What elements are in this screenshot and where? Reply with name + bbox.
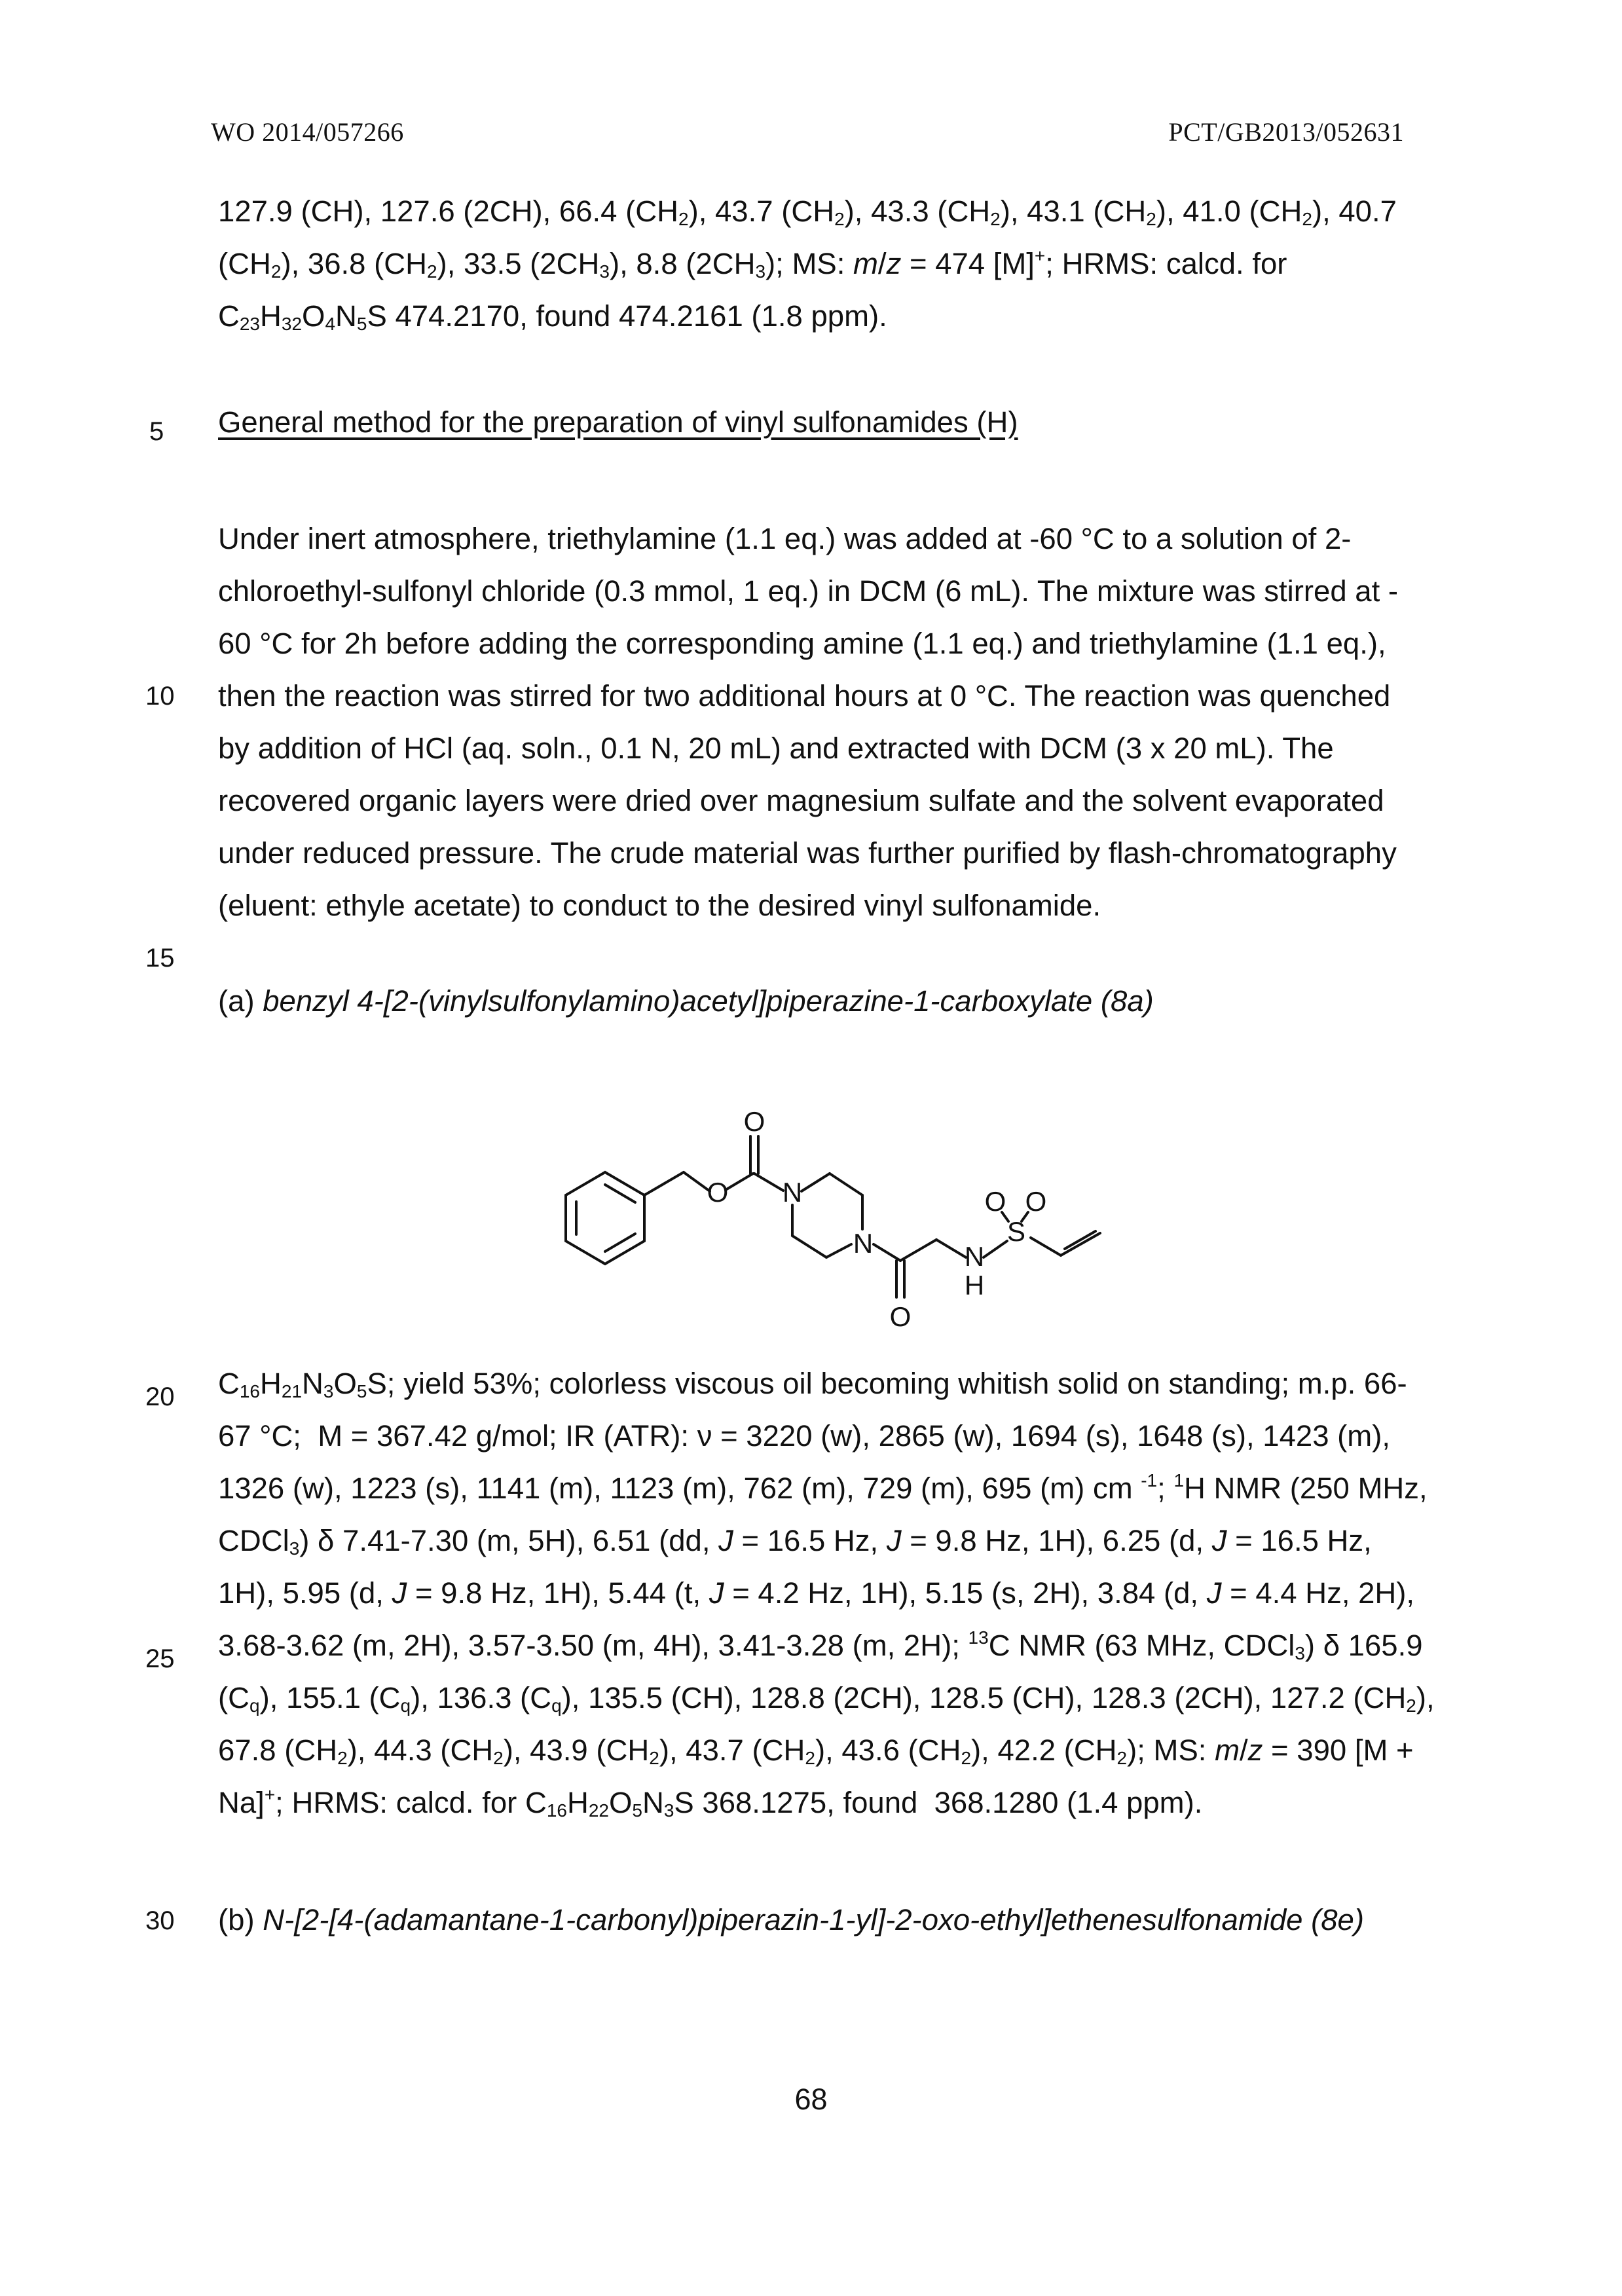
text-line: 67.8 $(CH_2)$, 44.3 $(CH_2)$, 43.9 $(CH_2)$, 43.7 $(CH_2)$, 43.6 $(CH_2)$, 42.2 $(CH_2)$; MS: m/z = 390 [M + [218, 1733, 1414, 1768]
line-number: 20 [145, 1382, 175, 1411]
line-number: 30 [145, 1906, 175, 1935]
atom-label: N [782, 1177, 803, 1208]
carryover-paragraph [218, 185, 1429, 343]
text-line: $(C_q)$, 155.1 $(C_q)$, 136.3 $(C_q)$, 135.5 (CH), 128.8 (2CH), 128.5 (CH), 128.3 (2CH), 127.2 $(CH_2)$, [218, 1681, 1435, 1716]
text-line: chloroethyl-sulfonyl chloride (0.3 mmol, 1 eq.) in DCM (6 mL). The mixture was stirred at - [218, 574, 1399, 608]
method-paragraph [218, 513, 1429, 932]
characterization-paragraph [218, 1358, 1435, 1829]
compound-a-heading [218, 984, 1154, 1018]
text-line: 3.68-3.62 (m, 2H), 3.57-3.50 (m, 4H), 3.41-3.28 (m, 2H); $^{13}$C NMR (63 MHz, CDCl$_3$) δ 165.9 [218, 1627, 1423, 1663]
compound-label: (a) [218, 984, 263, 1018]
text-line: Na]+; HRMS: calcd. for $C_{16}H_{22}O_5N_3S$ 368.1275, found 368.1280 (1.4 ppm). [218, 1785, 1203, 1821]
text-line: $(CH_2)$, 36.8 $(CH_2)$, 33.5 $(2CH_3)$, 8.8 $(2CH_3)$; MS: m/z = 474 [M]+; HRMS: calcd. for [218, 246, 1287, 282]
atom-label: N [964, 1241, 985, 1272]
atom-label: O [984, 1186, 1006, 1217]
atom-label: O [889, 1301, 912, 1332]
compound-b-heading [218, 1903, 1364, 1937]
text-line: Under inert atmosphere, triethylamine (1.1 eq.) was added at -60 °C to a solution of 2- [218, 522, 1352, 555]
text-line: 1H), 5.95 (d, J = 9.8 Hz, 1H), 5.44 (t, J = 4.2 Hz, 1H), 5.15 (s, 2H), 3.84 (d, J = 4.4 Hz, 2H), [218, 1576, 1415, 1610]
line-number: 15 [145, 944, 175, 972]
compound-name: N-[2-[4-(adamantane-1-carbonyl)piperazin-1-yl]-2-oxo-ethyl]ethenesulfonamide (8e) [263, 1903, 1365, 1936]
atom-label: S [1006, 1216, 1026, 1247]
text-line: 67 °C; M = 367.42 g/mol; IR (ATR): ν = 3220 (w), 2865 (w), 1694 (s), 1648 (s), 1423 (m), [218, 1419, 1391, 1453]
line-number: 5 [149, 417, 164, 446]
line-number: 25 [145, 1644, 175, 1673]
line-number: 10 [145, 682, 175, 711]
text-line: CDCl$_3$) δ 7.41-7.30 (m, 5H), 6.51 (dd, J = 16.5 Hz, J = 9.8 Hz, 1H), 6.25 (d, J = 16.5 Hz, [218, 1524, 1372, 1559]
text-line: under reduced pressure. The crude material was further purified by flash-chromatography [218, 836, 1397, 870]
text-line: by addition of HCl (aq. soln., 0.1 N, 20 mL) and extracted with DCM (3 x 20 mL). The [218, 731, 1334, 765]
text-line: (eluent: ethyle acetate) to conduct to the desired vinyl sulfonamide. [218, 889, 1101, 922]
compound-name: benzyl 4-[2-(vinylsulfonylamino)acetyl]piperazine-1-carboxylate (8a) [263, 984, 1154, 1018]
atom-label: O [743, 1106, 765, 1137]
text-line: then the reaction was stirred for two additional hours at 0 °C. The reaction was quenched [218, 679, 1391, 713]
section-heading: General method for the preparation of vinyl sulfonamides (H) [218, 405, 1018, 439]
text-line: 1326 (w), 1223 (s), 1141 (m), 1123 (m), 762 (m), 729 (m), 695 (m) cm $^{-1}$; $^1$H NMR (250 MHz, [218, 1470, 1428, 1505]
text-line: $C_{23}H_{32}O_4N_5S$ 474.2170, found 474.2161 (1.8 ppm). [218, 299, 887, 334]
atom-label: N [853, 1228, 874, 1259]
atom-label: O [1025, 1186, 1047, 1217]
atom-label: H [964, 1270, 985, 1301]
compound-label: (b) [218, 1903, 263, 1936]
text-line: 60 °C for 2h before adding the corresponding amine (1.1 eq.) and triethylamine (1.1 eq.), [218, 627, 1386, 660]
text-line: 127.9 (CH), 127.6 (2CH), 66.4 $(CH_2)$, 43.7 $(CH_2)$, 43.3 $(CH_2)$, 43.1 $(CH_2)$, 41.0 $(CH_2)$, 40.7 [218, 194, 1397, 229]
page-number: 68 [794, 2083, 828, 2116]
patent-number: WO 2014/057266 [211, 117, 404, 147]
application-number: PCT/GB2013/052631 [1168, 117, 1404, 147]
text-line: recovered organic layers were dried over magnesium sulfate and the solvent evaporated [218, 784, 1384, 817]
text-line: $C_{16}H_{21}N_3O_5S$; yield 53%; colorless viscous oil becoming whitish solid on standing; m.p. 66- [218, 1367, 1407, 1401]
atom-label: O [707, 1177, 729, 1208]
chemical-structure [544, 1084, 1133, 1332]
